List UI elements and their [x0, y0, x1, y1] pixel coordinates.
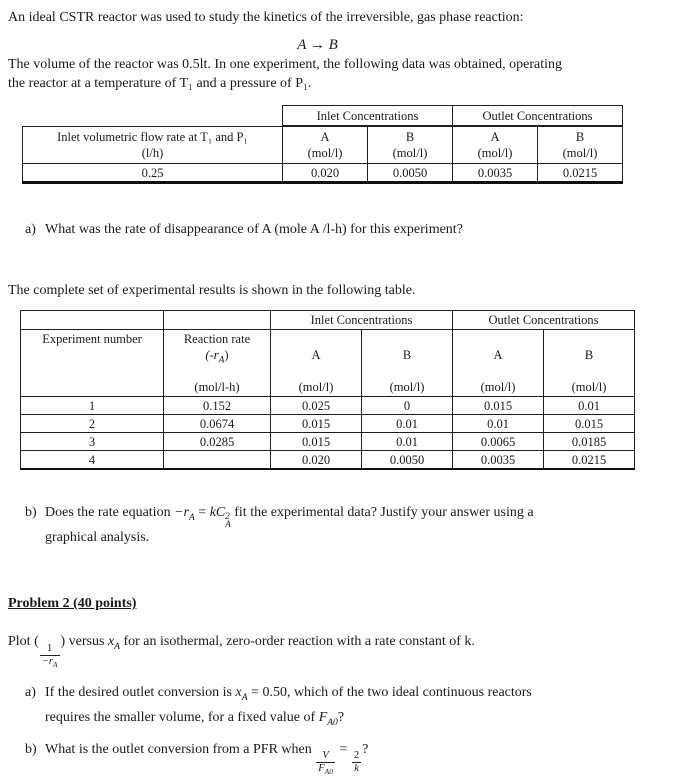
species-label: A [493, 347, 503, 362]
item-marker: a) [25, 685, 36, 700]
empty-cell [164, 311, 271, 330]
table-row [21, 397, 635, 415]
c-squared-a-scripts: 2 A [225, 511, 231, 530]
inlet-a-header-cell [283, 126, 368, 164]
problem2-heading: Problem 2 (40 points) [8, 596, 137, 612]
inverse-rate-fraction: $\frac{1}{-r_A}$ [41, 642, 58, 669]
table-cell: 0.0065 [453, 433, 544, 451]
species-label: B [584, 347, 594, 362]
table-cell: 3 [21, 433, 164, 451]
table-cell: 2 [21, 415, 164, 433]
empty-cell [21, 311, 164, 330]
table-cell: 0.020 [271, 451, 362, 470]
units-label: (mol/l) [477, 146, 513, 160]
units-label: (mol/l) [480, 380, 516, 394]
flow-rate-header-cell [23, 126, 283, 164]
species-label: B [405, 130, 415, 144]
table-cell: 0.0050 [368, 164, 453, 183]
units-label: (mol/l) [392, 146, 428, 160]
inlet-b-header-cell [368, 126, 453, 164]
problem2-intro: Plot ( $\frac{1}{-r_A}$ ) versus $x_A$ for an isothermal, zero-order reaction with a rate constant of k. [8, 634, 475, 669]
table-cell: 0.152 [164, 397, 271, 415]
experimental-results-table [20, 310, 635, 470]
outlet-a-header-cell [453, 330, 544, 397]
table-cell: 0.0035 [453, 451, 544, 470]
flow-rate-header-units: (l/h) [141, 145, 164, 160]
inlet-a-header-cell [271, 330, 362, 397]
question-1a [8, 220, 671, 239]
space-time-fraction: $\frac{V}{F_{A0}}$ [318, 750, 333, 777]
units-label: (mol/l) [571, 380, 607, 394]
reaction-rate-units: (mol/l-h) [194, 380, 240, 394]
rate-symbol: −r [174, 505, 189, 520]
table-cell: 0.025 [271, 397, 362, 415]
table-cell: 0.0050 [362, 451, 453, 470]
table-row [23, 164, 623, 183]
table-cell [164, 451, 271, 470]
intro-paragraph: An ideal CSTR reactor was used to study the kinetics of the irreversible, gas phase reaction: [8, 10, 524, 25]
molar-flow-symbol: F [318, 709, 328, 725]
inlet-concentrations-header: Inlet Concentrations [271, 311, 453, 330]
table-cell: 1 [21, 397, 164, 415]
table-cell: 0.0215 [544, 451, 635, 470]
table-cell: 0.0215 [538, 164, 623, 183]
question-1a-text: What was the rate of disappearance of A (mole A /l-h) for this experiment? [45, 222, 463, 237]
species-label: B [575, 130, 585, 144]
outlet-concentrations-header: Outlet Concentrations [453, 311, 635, 330]
question-1b-line2: graphical analysis. [45, 530, 150, 546]
table-cell: 0.015 [271, 415, 362, 433]
table-cell: 0.020 [283, 164, 368, 183]
conversion-symbol: x [107, 634, 115, 650]
species-label: A [320, 130, 330, 144]
empty-corner-cell [23, 106, 283, 127]
reaction-equation: A → B [297, 37, 338, 53]
reaction-rate-line1: Reaction rate [183, 332, 251, 346]
question-1b-text: Does the rate equation $-r_A$ = kC 2 A fit the experimental data? Justify your answer using a graphical analysis. [45, 505, 534, 546]
inlet-concentrations-header: Inlet Concentrations [283, 106, 453, 127]
outlet-b-header-cell [544, 330, 635, 397]
table-cell: 0.01 [544, 397, 635, 415]
species-label: A [490, 130, 500, 144]
table-row [21, 433, 635, 451]
units-label: (mol/l) [389, 380, 425, 394]
item-marker: b) [25, 505, 37, 520]
question-1b-pre: Does the rate equation [45, 505, 175, 520]
experiment-number-label: Experiment number [42, 332, 142, 346]
question-1b-post: fit the experimental data? Justify your answer using a [230, 505, 534, 520]
reaction-rate-header-cell [164, 330, 271, 397]
question-2b-text: What is the outlet conversion from a PFR when $\frac{V}{F_{A0}}$ = $\frac{2}{k}$ ? [45, 741, 369, 777]
species-label: B [402, 347, 412, 362]
inlet-b-header-cell [362, 330, 453, 397]
setup-line-1: The volume of the reactor was 0.5lt. In one experiment, the following data was obtained, operating [8, 57, 562, 72]
table-cell: 0 [362, 397, 453, 415]
rate-law-symbol: kC [209, 505, 226, 520]
outlet-b-header-cell [538, 126, 623, 164]
units-label: (mol/l) [562, 146, 598, 160]
single-experiment-table [22, 105, 623, 184]
table-cell: 0.0185 [544, 433, 635, 451]
reaction-rate-symbol: $(-r_A)$ [205, 348, 229, 366]
table-cell: 0.015 [544, 415, 635, 433]
table-cell: 4 [21, 451, 164, 470]
table-cell: 0.0285 [164, 433, 271, 451]
units-label: (mol/l) [307, 146, 343, 160]
results-paragraph: The complete set of experimental results is shown in the following table. [8, 283, 416, 298]
table-cell: 0.01 [362, 415, 453, 433]
experiment-number-header-cell [21, 330, 164, 397]
question-2b [8, 735, 671, 778]
table-cell: 0.015 [271, 433, 362, 451]
table-cell: 0.01 [453, 415, 544, 433]
setup-line-2: the reactor at a temperature of T₁ and a pressure of P₁. [8, 76, 312, 91]
reaction-rate-label [184, 330, 250, 369]
table-cell: 0.0035 [453, 164, 538, 183]
item-marker: a) [25, 222, 36, 237]
fraction-denominator: $-r_A$ [41, 655, 58, 669]
table-cell: 0.25 [23, 164, 283, 183]
table-cell: 0.0674 [164, 415, 271, 433]
flow-rate-header-line1: Inlet volumetric flow rate at T₁ and P₁ [57, 129, 248, 144]
question-1b [8, 503, 671, 547]
item-marker: b) [25, 741, 37, 757]
table-row [21, 415, 635, 433]
question-2a-text: If the desired outlet conversion is $x_A = 0.50$, which of the two ideal continuous reactors requires the smaller volume, for a fixed value of $F_{A0}$? [45, 685, 532, 728]
fraction-denominator: $F_{A0}$ [318, 763, 333, 777]
table-cell: 0.015 [453, 397, 544, 415]
conversion-symbol: x [235, 685, 242, 700]
two-over-k-fraction: $\frac{2}{k}$ [353, 750, 360, 775]
table-cell: 0.01 [362, 433, 453, 451]
question-2a [8, 683, 671, 733]
units-label: (mol/l) [298, 380, 334, 394]
outlet-concentrations-header: Outlet Concentrations [453, 106, 623, 127]
species-label: A [311, 347, 321, 362]
outlet-a-header-cell [453, 126, 538, 164]
table-row [21, 451, 635, 470]
setup-paragraph [8, 55, 671, 93]
